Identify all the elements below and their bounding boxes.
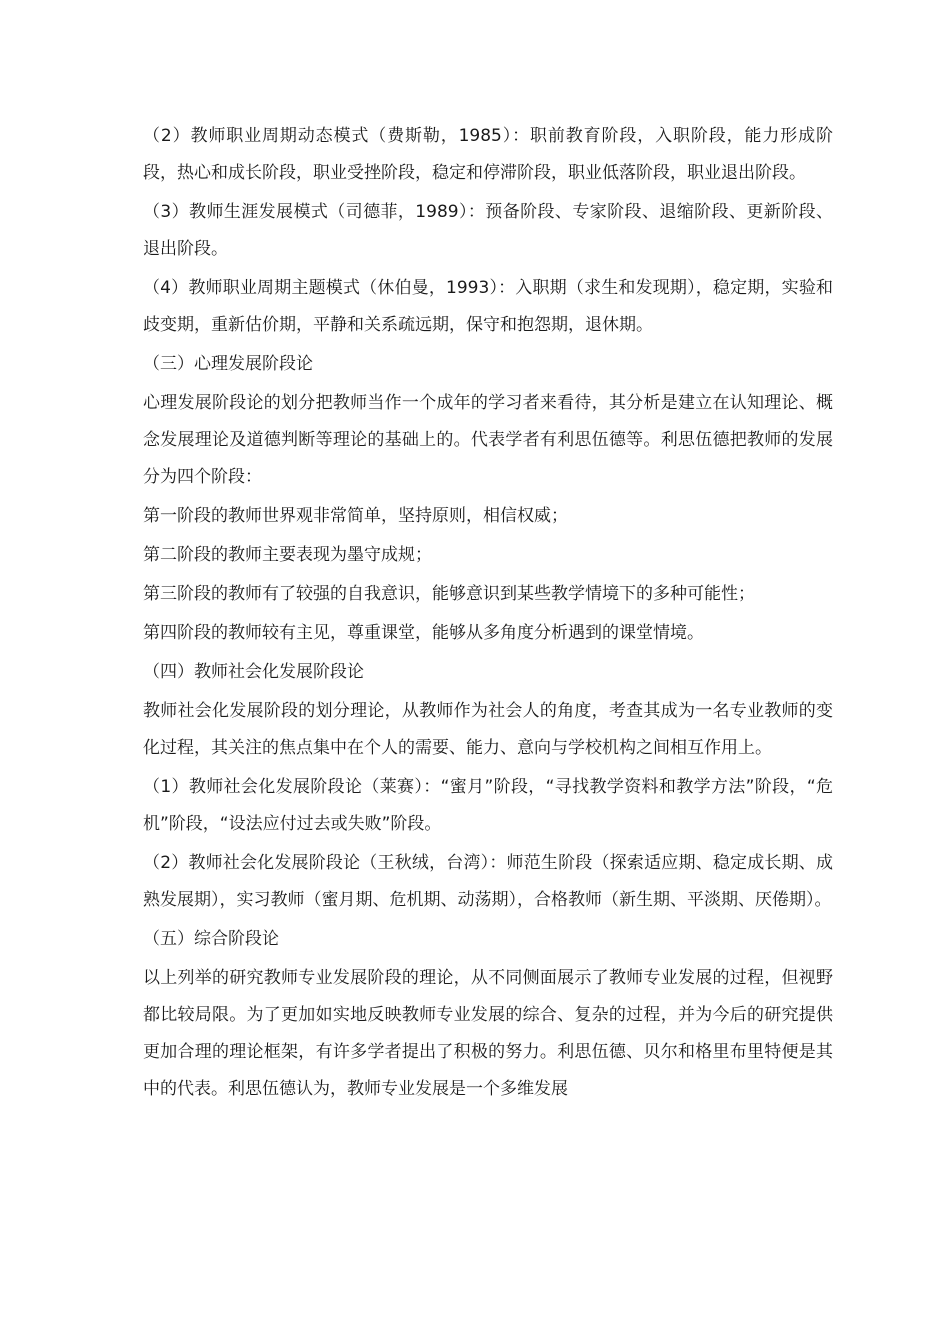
section-heading-socialization: （四）教师社会化发展阶段论 [143, 662, 364, 682]
paragraph-steffy-model: （3）教师生涯发展模式（司德菲，1989）：预备阶段、专家阶段、退缩阶段、更新阶段、退出阶段。 [143, 202, 833, 259]
paragraph-psychological-intro: 心理发展阶段论的划分把教师当作一个成年的学习者来看待，其分析是建立在认知理论、概念发展理论及道德判断等理论的基础上的。代表学者有利思伍德等。利思伍德把教师的发展分为四个阶段： [143, 393, 833, 487]
paragraph-comprehensive-intro: 以上列举的研究教师专业发展阶段的理论，从不同侧面展示了教师专业发展的过程，但视野都比较局限。为了更加如实地反映教师专业发展的综合、复杂的过程，并为今后的研究提供更加合理的理论框架，有许多学者提出了积极的努力。利思伍德、贝尔和格里布里特便是其中的代表。利思伍德认为，教师专业发展是一个多维发展 [143, 968, 833, 1099]
paragraph-wang-model: （2）教师社会化发展阶段论（王秋绒，台湾）：师范生阶段（探索适应期、稳定成长期、成熟发展期），实习教师（蜜月期、危机期、动荡期），合格教师（新生期、平淡期、厌倦期）。 [143, 853, 833, 910]
paragraph-huberman-model: （4）教师职业周期主题模式（休伯曼，1993）：入职期（求生和发现期），稳定期，实验和歧变期，重新估价期，平静和关系疏远期，保守和抱怨期，退休期。 [143, 278, 833, 335]
paragraph-stage-four: 第四阶段的教师较有主见，尊重课堂，能够从多角度分析遇到的课堂情境。 [143, 623, 704, 643]
document-body [143, 118, 833, 1110]
paragraph-stage-two: 第二阶段的教师主要表现为墨守成规； [143, 545, 432, 565]
paragraph-socialization-intro: 教师社会化发展阶段的划分理论，从教师作为社会人的角度，考查其成为一名专业教师的变化过程，其关注的焦点集中在个人的需要、能力、意向与学校机构之间相互作用上。 [143, 701, 833, 758]
paragraph-stage-one: 第一阶段的教师世界观非常简单，坚持原则，相信权威； [143, 506, 568, 526]
paragraph-lacey-model: （1）教师社会化发展阶段论（莱赛）：“蜜月”阶段，“寻找教学资料和教学方法”阶段，“危机”阶段，“设法应付过去或失败”阶段。 [143, 777, 833, 834]
section-heading-comprehensive: （五）综合阶段论 [143, 929, 279, 949]
paragraph-stage-three: 第三阶段的教师有了较强的自我意识，能够意识到某些教学情境下的多种可能性； [143, 584, 755, 604]
paragraph-fessler-model: （2）教师职业周期动态模式（费斯勒，1985）：职前教育阶段，入职阶段，能力形成阶段，热心和成长阶段，职业受挫阶段，稳定和停滞阶段，职业低落阶段，职业退出阶段。 [143, 126, 833, 183]
section-heading-psychological: （三）心理发展阶段论 [143, 354, 313, 374]
